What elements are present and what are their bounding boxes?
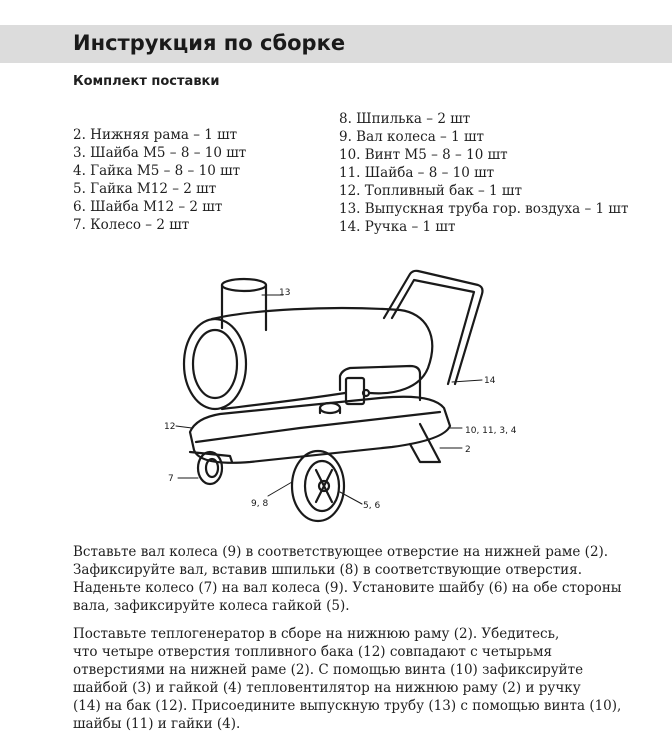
- callout-7: 7: [168, 474, 174, 484]
- text-line: (14) на бак (12). Присоедините выпускную трубу (13) с помощью винта (10),: [73, 698, 622, 714]
- instruction-paragraph-2: [73, 625, 621, 733]
- parts-list-left: [73, 126, 246, 234]
- wheel-rear: [198, 452, 222, 484]
- text-line: отверстиями на нижней раме (2). С помощью винта (10) зафиксируйте: [73, 662, 584, 678]
- instruction-paragraph-1: [73, 543, 622, 615]
- parts-list-right: [339, 110, 628, 236]
- text-line: Наденьте колесо (7) на вал колеса (9). Установите шайбу (6) на обе стороны: [73, 580, 622, 596]
- wheel-front: [292, 451, 344, 521]
- lower-frame: [190, 424, 440, 462]
- part-item: 3. Шайба М5 – 8 – 10 шт: [73, 145, 247, 161]
- part-item: 10. Винт М5 – 8 – 10 шт: [339, 147, 508, 163]
- text-line: шайбой (3) и гайкой (4) тепловентилятор на нижнюю раму (2) и ручку: [73, 680, 581, 696]
- callout-9-8: 9, 8: [251, 499, 269, 509]
- part-item: 2. Нижняя рама – 1 шт: [73, 127, 238, 143]
- heater-assembly-illustration: [160, 265, 520, 527]
- text-line: вала, зафиксируйте колеса гайкой (5).: [73, 598, 350, 614]
- part-item: 8. Шпилька – 2 шт: [339, 111, 471, 127]
- part-item: 7. Колесо – 2 шт: [73, 217, 190, 233]
- callout-12: 12: [164, 422, 176, 432]
- part-item: 13. Выпускная труба гор. воздуха – 1 шт: [339, 201, 629, 217]
- part-item: 4. Гайка М5 – 8 – 10 шт: [73, 163, 241, 179]
- callout-5-6: 5, 6: [363, 501, 381, 511]
- text-line: Зафиксируйте вал, вставив шпильки (8) в соответствующие отверстия.: [73, 562, 582, 578]
- part-item: 6. Шайба М12 – 2 шт: [73, 199, 223, 215]
- text-line: Поставьте теплогенератор в сборе на нижнюю раму (2). Убедитесь,: [73, 626, 560, 642]
- kit-heading: Комплект поставки: [73, 74, 220, 89]
- part-item: 9. Вал колеса – 1 шт: [339, 129, 484, 145]
- callout-13: 13: [279, 288, 291, 298]
- callout-14: 14: [484, 376, 496, 386]
- part-item: 5. Гайка М12 – 2 шт: [73, 181, 217, 197]
- text-line: Вставьте вал колеса (9) в соответствующее отверстие на нижней раме (2).: [73, 544, 609, 560]
- part-item: 11. Шайба – 8 – 10 шт: [339, 165, 495, 181]
- text-line: шайбы (11) и гайки (4).: [73, 716, 241, 732]
- callout-2: 2: [465, 445, 471, 455]
- part-item: 12. Топливный бак – 1 шт: [339, 183, 522, 199]
- part-item: 14. Ручка – 1 шт: [339, 219, 456, 235]
- page-title: Инструкция по сборке: [73, 31, 346, 55]
- callout-10-11-3-4: 10, 11, 3, 4: [465, 426, 517, 436]
- text-line: что четыре отверстия топливного бака (12) совпадают с четырьмя: [73, 644, 553, 660]
